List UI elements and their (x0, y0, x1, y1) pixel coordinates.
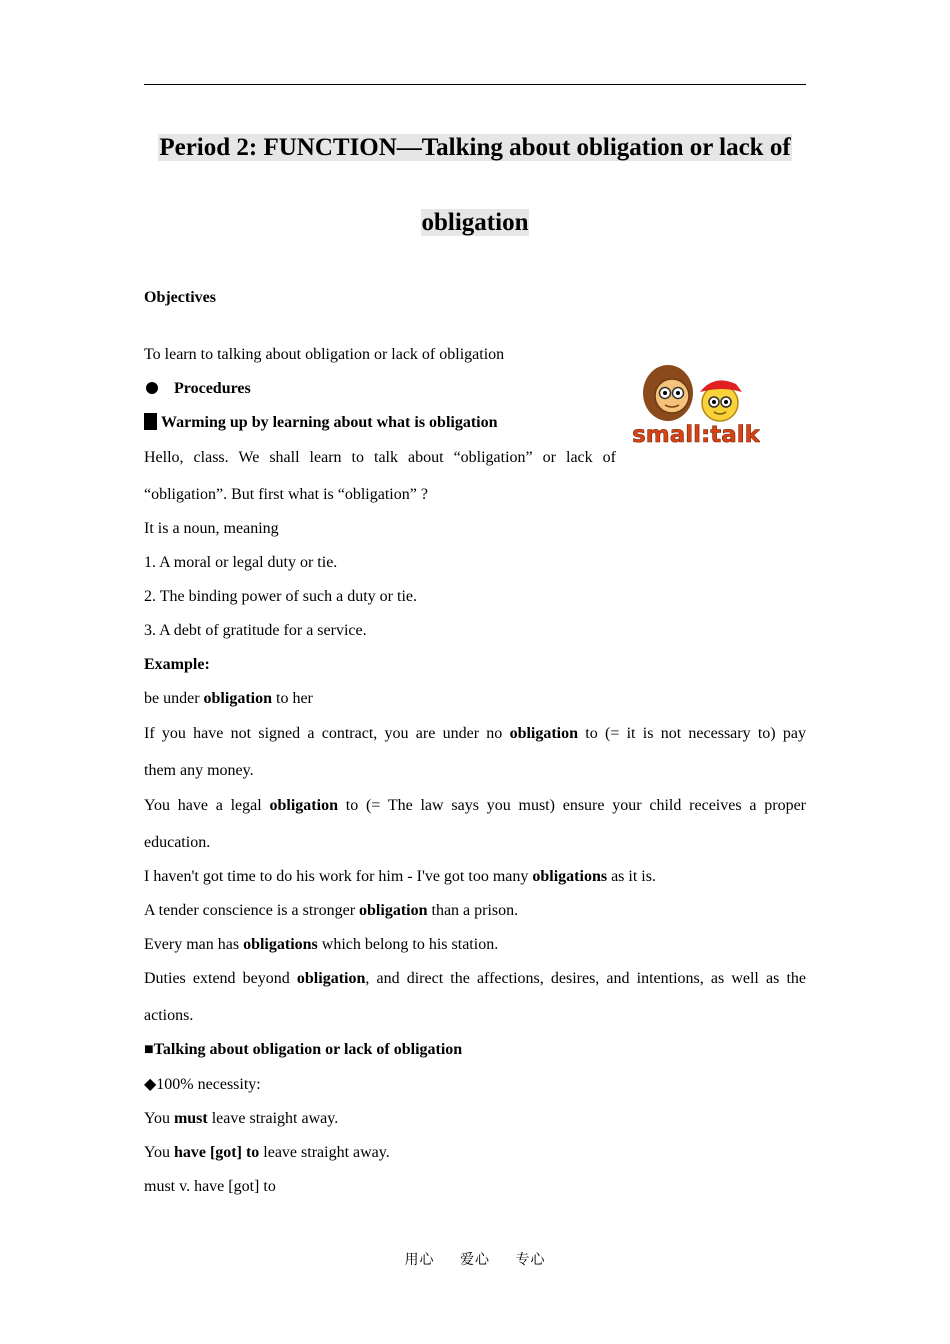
definition-3: 3. A debt of gratitude for a service. (144, 622, 367, 639)
definition-1: 1. A moral or legal duty or tie. (144, 554, 338, 571)
example-2-continued: them any money. (144, 762, 254, 779)
must-vs-have-got-to: must v. have [got] to (144, 1178, 276, 1195)
warming-intro-line-1: Hello, class. We shall learn to talk about “obligation” or lack of (144, 449, 616, 466)
necessity-line: ◆100% necessity: (144, 1076, 261, 1093)
footer-item-1: 用心 (404, 1252, 435, 1268)
page-title-line-2: obligation (421, 209, 529, 236)
objectives-heading: Objectives (144, 289, 216, 306)
example-5: A tender conscience is a stronger obligation than a prison. (144, 902, 519, 919)
black-square-icon (144, 413, 157, 430)
example-4: I haven't got time to do his work for him - I've got too many obligations as it is. (144, 868, 656, 885)
example-3-continued: education. (144, 834, 211, 851)
example-7: Duties extend beyond obligation, and direct the affections, desires, and intentions, as well as the (144, 970, 806, 987)
header-rule (144, 84, 806, 85)
small-talk-logo (632, 362, 760, 448)
boy-face-icon (702, 385, 738, 421)
example-1: be under obligation to her (144, 690, 313, 707)
talking-heading: ■Talking about obligation or lack of obligation (144, 1041, 463, 1058)
have-got-to-example: You have [got] to leave straight away. (144, 1144, 390, 1161)
example-3: You have a legal obligation to (= The law says you must) ensure your child receives a proper (144, 797, 807, 814)
procedures-item: Procedures (144, 379, 806, 399)
must-example: You must leave straight away. (144, 1110, 339, 1127)
footer (0, 1249, 950, 1269)
definition-2: 2. The binding power of such a duty or tie. (144, 588, 417, 605)
warming-intro-line-2: “obligation”. But first what is “obligation” ? (144, 486, 428, 503)
logo-text: small:talk (632, 422, 760, 448)
example-6: Every man has obligations which belong to his station. (144, 936, 499, 953)
example-heading: Example: (144, 656, 210, 673)
noun-line: It is a noun, meaning (144, 520, 279, 537)
warming-heading: Warming up by learning about what is obligation (144, 413, 806, 433)
example-2: If you have not signed a contract, you are under no obligation to (= it is not necessary to) pay (144, 725, 806, 742)
page-title-line-1: Period 2: FUNCTION—Talking about obligation or lack of (159, 134, 791, 161)
bullet-dot-icon (146, 382, 158, 394)
footer-item-2: 爱心 (460, 1252, 490, 1268)
objectives-text: To learn to talking about obligation or lack of obligation (144, 346, 505, 363)
footer-item-3: 专心 (515, 1252, 546, 1268)
example-7-continued: actions. (144, 1007, 194, 1024)
